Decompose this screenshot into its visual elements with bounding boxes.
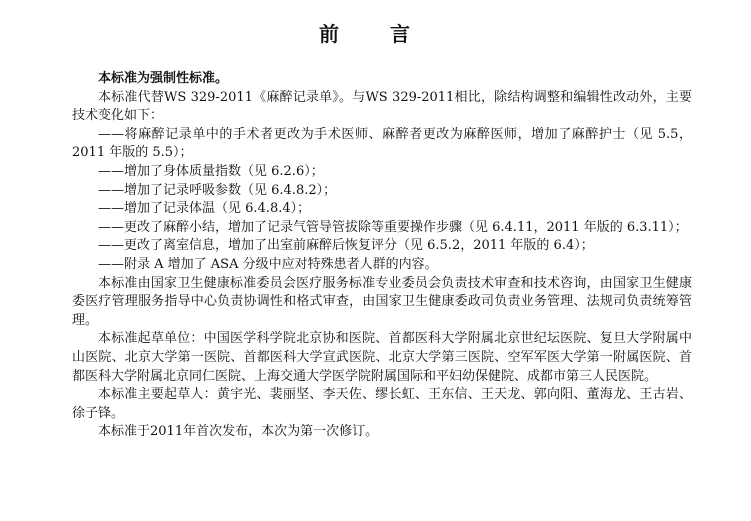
change-item: ——更改了麻醉小结，增加了记录气管导管拔除等重要操作步骤（见 6.4.11，2011 年版的 6.3.11）； [98, 219, 688, 235]
change-item: ——将麻醉记录单中的手术者更改为手术医师、麻醉者更改为麻醉医师，增加了麻醉护士（见 5.5，2011 年版的 5.5）； [72, 126, 692, 161]
change-item: ——增加了记录体温（见 6.4.8.4）； [98, 201, 311, 217]
release-history-paragraph: 本标准于2011年首次发布，本次为第一次修订。 [98, 424, 379, 440]
change-item: ——更改了离室信息，增加了出室前麻醉后恢复评分（见 6.5.2，2011 年版的 6.4）； [98, 238, 594, 254]
change-item: ——增加了身体质量指数（见 6.2.6）； [98, 163, 324, 179]
mandatory-statement: 本标准为强制性标准。 [98, 71, 229, 86]
drafters-paragraph: 本标准主要起草人：黄宇光、裴丽坚、李天佐、缪长虹、王东信、王天龙、郭向阳、董海龙、王古岩、徐子锋。 [72, 387, 692, 421]
change-item: ——增加了记录呼吸参数（见 6.4.8.2）； [98, 182, 337, 198]
foreword-body [72, 70, 692, 442]
replacement-paragraph: 本标准代替WS 329-2011《麻醉记录单》。与WS 329-2011相比，除结构调整和编辑性改动外，主要技术变化如下： [72, 89, 692, 124]
change-item: ——附录 A 增加了 ASA 分级中应对特殊患者人群的内容。 [98, 256, 438, 272]
review-paragraph: 本标准由国家卫生健康标准委员会医疗服务标准专业委员会负责技术审查和技术咨询，由国家卫生健康委医疗管理服务指导中心负责协调性和格式审查，由国家卫生健康委政司负责业务管理、法规司负责统筹管理。 [72, 275, 692, 328]
drafting-units-paragraph: 本标准起草单位：中国医学科学院北京协和医院、首都医科大学附属北京世纪坛医院、复旦大学附属中山医院、北京大学第一医院、首都医科大学宣武医院、北京大学第三医院、空军军医大学第一附属医院、首都医科大学附属北京同仁医院、上海交通大学医学院附属国际和平妇幼保健院、成都市第三人民医院。 [72, 331, 692, 384]
page-title: 前 言 [319, 22, 432, 46]
